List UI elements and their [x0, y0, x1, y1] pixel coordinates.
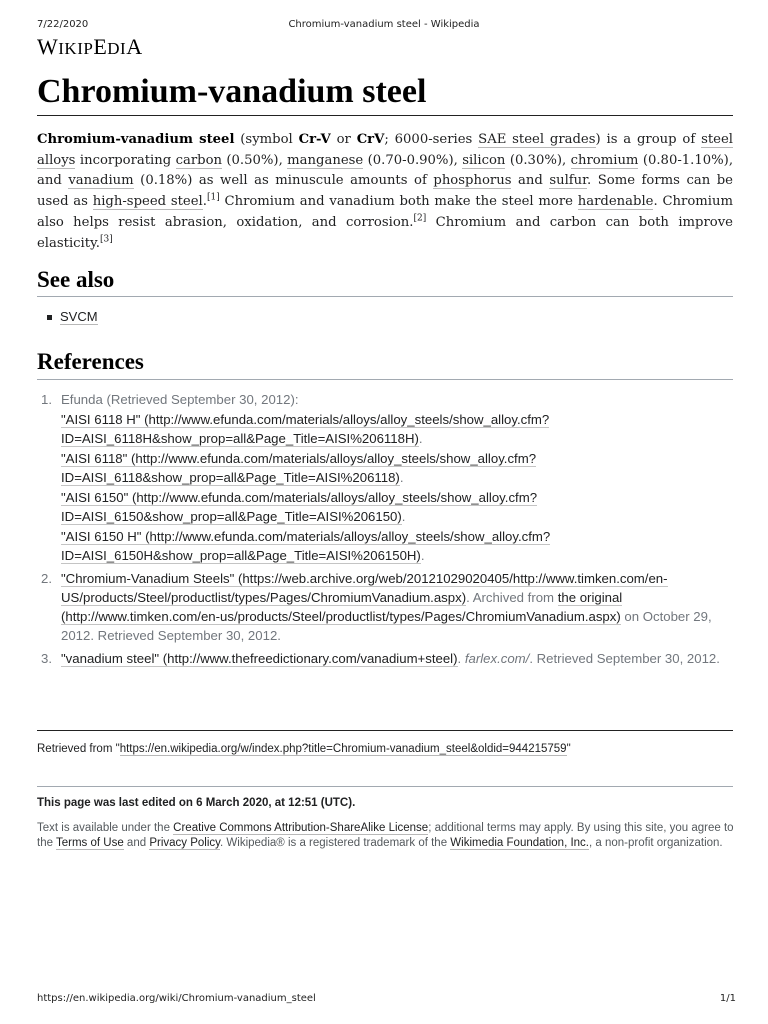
ref-link-aisi-6150h[interactable]: "AISI 6150 H" (http://www.efunda.com/materials/alloys/alloy_steels/show_alloy.cfm?ID=AISI_6150H&show_prop=all&Page_Title=AISI%206150H) — [61, 529, 551, 563]
link-hardenable[interactable]: hardenable — [577, 194, 654, 210]
bullet-icon — [47, 315, 52, 320]
link-cc-license[interactable]: Creative Commons Attribution-ShareAlike License — [173, 822, 429, 834]
link-wikimedia-foundation[interactable]: Wikimedia Foundation, Inc. — [450, 836, 589, 849]
footer-divider — [37, 730, 733, 731]
retrieved-link[interactable]: https://en.wikipedia.org/w/index.php?title=Chromium-vanadium_steel&oldid=944215759 — [119, 743, 567, 755]
reference-item-2: 2. "Chromium-Vanadium Steels" (https://web.archive.org/web/20121029020405/http://www.timken.com/en-US/products/Steel/productlist/types/Pages/ChromiumVanadium.aspx). Archived from the original (http://www.timken.com/en-us/products/Steel/productlist/types/Pages/ChromiumVanadium.aspx) on October 29, 2012. Retrieved September 30, 2012. — [41, 571, 712, 643]
ref-link-timken-archive[interactable]: "Chromium-Vanadium Steels" (https://web.archive.org/web/20121029020405/http://www.timken.com/en-US/products/Steel/productlist/types/Pages/ChromiumVanadium.aspx) — [61, 571, 668, 605]
title-divider — [37, 115, 733, 116]
references-heading: References — [37, 349, 144, 374]
last-edited: This page was last edited on 6 March 2020, at 12:51 (UTC). — [37, 797, 356, 809]
link-high-speed-steel[interactable]: high-speed steel — [92, 194, 203, 210]
print-page-number: 1/1 — [719, 993, 736, 1004]
citation-2[interactable]: [2] — [413, 213, 427, 224]
link-steel-alloys[interactable]: steel alloys — [37, 132, 733, 168]
link-manganese[interactable]: manganese — [287, 152, 364, 168]
link-silicon[interactable]: silicon — [462, 152, 506, 168]
link-carbon[interactable]: carbon — [175, 152, 223, 168]
link-terms-of-use[interactable]: Terms of Use — [55, 836, 124, 849]
ref-link-aisi-6118[interactable]: "AISI 6118" (http://www.efunda.com/materials/alloys/alloy_steels/show_alloy.cfm?ID=AISI_6118&show_prop=all&Page_Title=AISI%206118) — [61, 451, 537, 485]
see-also-heading: See also — [37, 267, 115, 292]
link-chromium[interactable]: chromium — [570, 152, 639, 168]
ref-link-freedictionary[interactable]: "vanadium steel" (http://www.thefreedictionary.com/vanadium+steel) — [61, 651, 458, 666]
reference-item-1: 1. Efunda (Retrieved September 30, 2012): "AISI 6118 H" (http://www.efunda.com/materials/alloys/alloy_steels/show_alloy.cfm?ID=AISI_6118H&show_prop=all&Page_Title=AISI%206118H). "AISI 6118" (http://www.efunda.com/materials/alloys/alloy_steels/show_alloy.cfm?ID=AISI_6118&show_prop=all&Page_Title=AISI%206118). "AISI 6150" (http://www.efunda.com/materials/alloys/alloy_steels/show_alloy.cfm?ID=AISI_6150&show_prop=all&Page_Title=AISI%206150). "AISI 6150 H" (http://www.efunda.com/materials/alloys/alloy_steels/show_alloy.cfm?ID=AISI_6150H&show_prop=all&Page_Title=AISI%206150H). — [41, 392, 551, 563]
license-text: Text is available under the Creative Commons Attribution-ShareAlike License; additional terms may apply. By using this site, you agree to the Terms of Use and Privacy Policy. Wikipedia® is a registered trademark of the Wikimedia Foundation, Inc., a non-profit organization. — [37, 822, 734, 849]
retrieved-from: Retrieved from "https://en.wikipedia.org/w/index.php?title=Chromium-vanadium_steel&oldid=944215759" — [37, 743, 571, 755]
lead-paragraph: Chromium-vanadium steel (symbol Cr-V or CrV; 6000-series SAE steel grades) is a group of steel alloys incorporating carbon (0.50%), manganese (0.70-0.90%), silicon (0.30%), chromium (0.80-1.10%), and vanadium (0.18%) as well as minuscule amounts of phosphorus and sulfur. Some forms can be used as high-speed steel.[1] Chromium and vanadium both make the steel more hardenable. Chromium also helps resist abrasion, oxidation, and corrosion.[2] Chromium and carbon can both improve elasticity.[3] — [37, 132, 734, 251]
wikipedia-logo[interactable]: WIKIPEDIA — [37, 34, 143, 59]
see-also-divider — [37, 296, 733, 297]
link-sae-steel-grades[interactable]: SAE steel grades — [478, 132, 596, 147]
link-sulfur[interactable]: sulfur — [549, 173, 588, 189]
citation-1[interactable]: [1] — [206, 192, 220, 203]
print-page-title: Chromium-vanadium steel - Wikipedia — [288, 19, 480, 30]
page-title: Chromium-vanadium steel — [37, 73, 427, 110]
reference-item-3: 3. "vanadium steel" (http://www.thefreedictionary.com/vanadium+steel). farlex.com/. Retrieved September 30, 2012. — [41, 651, 720, 666]
see-also-list — [47, 309, 98, 324]
link-vanadium[interactable]: vanadium — [68, 173, 134, 189]
link-svcm[interactable]: SVCM — [60, 309, 98, 324]
link-phosphorus[interactable]: phosphorus — [433, 173, 512, 189]
print-date: 7/22/2020 — [37, 19, 89, 30]
ref-link-timken-original[interactable]: the original (http://www.timken.com/en-us/products/Steel/productlist/types/Pages/ChromiumVanadium.aspx) — [61, 590, 623, 624]
print-url: https://en.wikipedia.org/wiki/Chromium-vanadium_steel — [37, 993, 316, 1004]
references-list — [37, 390, 737, 668]
ref-link-aisi-6118h[interactable]: "AISI 6118 H" (http://www.efunda.com/materials/alloys/alloy_steels/show_alloy.cfm?ID=AISI_6118H&show_prop=all&Page_Title=AISI%206118H) — [61, 412, 550, 446]
footer-divider-2 — [37, 786, 733, 787]
ref-link-aisi-6150[interactable]: "AISI 6150" (http://www.efunda.com/materials/alloys/alloy_steels/show_alloy.cfm?ID=AISI_6150&show_prop=all&Page_Title=AISI%206150) — [61, 490, 538, 524]
link-privacy-policy[interactable]: Privacy Policy — [149, 836, 221, 849]
references-divider — [37, 379, 733, 380]
citation-3[interactable]: [3] — [99, 234, 113, 245]
